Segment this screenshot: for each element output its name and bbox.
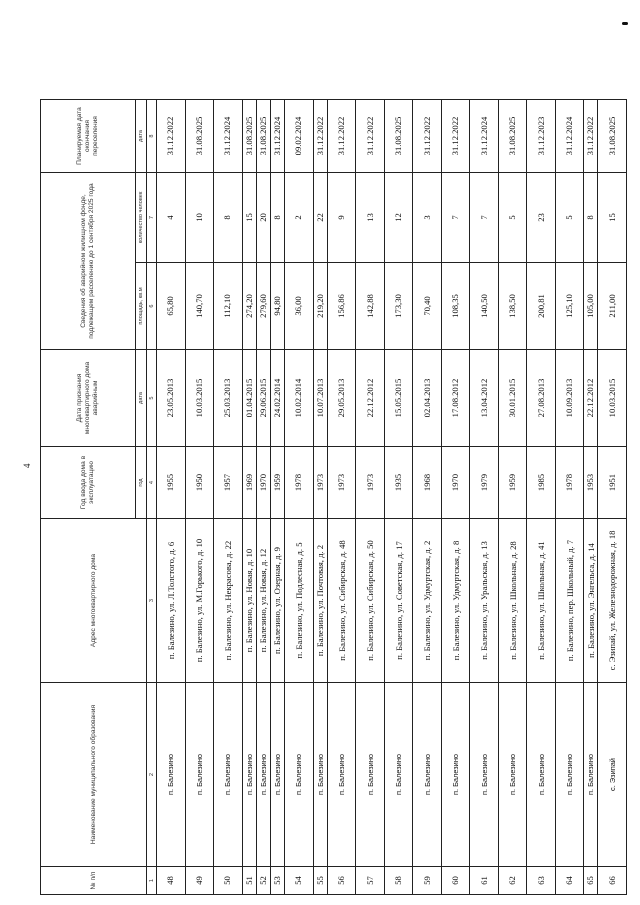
col-num-8: 8 xyxy=(147,100,157,173)
cell-emergency-date: 24.02.2014 xyxy=(270,350,284,447)
cell-year: 1973 xyxy=(327,447,356,519)
cell-area: 36,00 xyxy=(285,263,314,350)
cell-planned-date: 31.08.2025 xyxy=(242,100,256,173)
cell-emergency-date: 29.05.2013 xyxy=(327,350,356,447)
cell-address: п. Балезино, пер. Школьный, д. 7 xyxy=(555,519,584,683)
cell-area: 138,50 xyxy=(498,263,527,350)
table-row xyxy=(270,100,284,895)
cell-address: п. Балезино, ул. Удмуртская, д. 8 xyxy=(441,519,470,683)
cell-area: 108,35 xyxy=(441,263,470,350)
cell-year: 1955 xyxy=(157,447,186,519)
cell-address: с. Эзипай, ул. Железнодорожная, д. 18 xyxy=(598,519,627,683)
cell-people: 8 xyxy=(584,173,598,263)
cell-municipality: с. Эзипай xyxy=(598,683,627,867)
cell-number: 48 xyxy=(157,867,186,895)
subheader-date: дата xyxy=(136,350,147,447)
cell-number: 49 xyxy=(185,867,214,895)
cell-emergency-date: 02.04.2013 xyxy=(413,350,442,447)
col-num-6: 6 xyxy=(147,263,157,350)
header-address: Адрес многоквартирного дома xyxy=(41,519,147,683)
table-row xyxy=(555,100,584,895)
header-municipality: Наименование муниципального образования xyxy=(41,683,147,867)
cell-planned-date: 31.12.2022 xyxy=(356,100,385,173)
cell-number: 52 xyxy=(256,867,270,895)
cell-people: 10 xyxy=(185,173,214,263)
cell-year: 1950 xyxy=(185,447,214,519)
cell-number: 58 xyxy=(384,867,413,895)
cell-planned-date: 31.12.2023 xyxy=(527,100,556,173)
cell-area: 200,81 xyxy=(527,263,556,350)
cell-emergency-date: 10.03.2015 xyxy=(185,350,214,447)
cell-emergency-date: 10.02.2014 xyxy=(285,350,314,447)
table-row xyxy=(584,100,598,895)
cell-planned-date: 31.08.2025 xyxy=(598,100,627,173)
header-planned-date: Планируемая дата окончания переселения xyxy=(41,100,136,173)
col-num-2: 2 xyxy=(147,683,157,867)
cell-number: 59 xyxy=(413,867,442,895)
table-row xyxy=(185,100,214,895)
cell-year: 1968 xyxy=(413,447,442,519)
cell-municipality: п. Балезино xyxy=(327,683,356,867)
cell-year: 1985 xyxy=(527,447,556,519)
cell-planned-date: 31.12.2024 xyxy=(214,100,243,173)
cell-planned-date: 31.08.2025 xyxy=(185,100,214,173)
cell-address: п. Балезино, ул. Озерная, д. 9 xyxy=(270,519,284,683)
cell-people: 5 xyxy=(498,173,527,263)
cell-address: п. Балезино, ул. Советская, д. 17 xyxy=(384,519,413,683)
cell-planned-date: 31.12.2022 xyxy=(441,100,470,173)
cell-people: 8 xyxy=(270,173,284,263)
cell-area: 125,10 xyxy=(555,263,584,350)
cell-year: 1970 xyxy=(256,447,270,519)
cell-number: 56 xyxy=(327,867,356,895)
cell-emergency-date: 22.12.2012 xyxy=(584,350,598,447)
cell-people: 13 xyxy=(356,173,385,263)
cell-planned-date: 31.12.2022 xyxy=(313,100,327,173)
cell-number: 50 xyxy=(214,867,243,895)
cell-municipality: п. Балезино xyxy=(470,683,499,867)
cell-planned-date: 31.08.2025 xyxy=(384,100,413,173)
cell-planned-date: 31.12.2024 xyxy=(555,100,584,173)
cell-people: 12 xyxy=(384,173,413,263)
cell-address: п. Балезино, ул. Уральская, д. 13 xyxy=(470,519,499,683)
cell-emergency-date: 29.06.2015 xyxy=(256,350,270,447)
cell-people: 7 xyxy=(470,173,499,263)
cell-planned-date: 31.12.2022 xyxy=(584,100,598,173)
cell-year: 1973 xyxy=(356,447,385,519)
cell-address: п. Балезино, ул. Новая, д. 10 xyxy=(242,519,256,683)
cell-address: п. Балезино, ул. М.Горького, д. 10 xyxy=(185,519,214,683)
cell-municipality: п. Балезино xyxy=(157,683,186,867)
cell-area: 142,88 xyxy=(356,263,385,350)
table-row xyxy=(313,100,327,895)
page-number: 4 xyxy=(22,463,32,468)
cell-year: 1957 xyxy=(214,447,243,519)
cell-emergency-date: 10.07.2013 xyxy=(313,350,327,447)
cell-municipality: п. Балезино xyxy=(413,683,442,867)
cell-number: 65 xyxy=(584,867,598,895)
cell-municipality: п. Балезино xyxy=(441,683,470,867)
col-num-7: 7 xyxy=(147,173,157,263)
cell-year: 1970 xyxy=(441,447,470,519)
cell-address: п. Балезино, ул. Некрасова, д. 22 xyxy=(214,519,243,683)
subheader-plan-date: дата xyxy=(136,100,147,173)
cell-number: 66 xyxy=(598,867,627,895)
cell-area: 140,70 xyxy=(185,263,214,350)
cell-address: п. Балезино, ул. Сибирская, д. 48 xyxy=(327,519,356,683)
cell-emergency-date: 23.05.2013 xyxy=(157,350,186,447)
cell-planned-date: 31.08.2025 xyxy=(256,100,270,173)
cell-municipality: п. Балезино xyxy=(498,683,527,867)
header-number: № п/п xyxy=(41,867,147,895)
cell-address: п. Балезино, ул. Почтовая, д. 2 xyxy=(313,519,327,683)
cell-year: 1973 xyxy=(313,447,327,519)
cell-municipality: п. Балезино xyxy=(270,683,284,867)
cell-number: 54 xyxy=(285,867,314,895)
cell-area: 219,20 xyxy=(313,263,327,350)
cell-municipality: п. Балезино xyxy=(285,683,314,867)
cell-year: 1978 xyxy=(285,447,314,519)
cell-year: 1953 xyxy=(584,447,598,519)
cell-people: 2 xyxy=(285,173,314,263)
cell-municipality: п. Балезино xyxy=(584,683,598,867)
cell-year: 1979 xyxy=(470,447,499,519)
cell-municipality: п. Балезино xyxy=(256,683,270,867)
cell-address: п. Балезино, ул. Школьная, д. 28 xyxy=(498,519,527,683)
cell-emergency-date: 10.09.2013 xyxy=(555,350,584,447)
table-row xyxy=(285,100,314,895)
cell-area: 156,86 xyxy=(327,263,356,350)
cell-area: 274,20 xyxy=(242,263,256,350)
cell-municipality: п. Балезино xyxy=(356,683,385,867)
cell-people: 20 xyxy=(256,173,270,263)
subheader-people: количество человек xyxy=(136,173,147,263)
cell-emergency-date: 25.03.2013 xyxy=(214,350,243,447)
cell-people: 4 xyxy=(157,173,186,263)
cell-area: 105,00 xyxy=(584,263,598,350)
cell-area: 140,50 xyxy=(470,263,499,350)
cell-emergency-date: 30.01.2015 xyxy=(498,350,527,447)
cell-municipality: п. Балезино xyxy=(313,683,327,867)
cell-emergency-date: 22.12.2012 xyxy=(356,350,385,447)
cell-municipality: п. Балезино xyxy=(185,683,214,867)
cell-year: 1951 xyxy=(598,447,627,519)
cell-address: п. Балезино, ул. Л.Толстого, д. 6 xyxy=(157,519,186,683)
table-row xyxy=(327,100,356,895)
cell-year: 1959 xyxy=(498,447,527,519)
cell-municipality: п. Балезино xyxy=(242,683,256,867)
col-num-5: 5 xyxy=(147,350,157,447)
cell-number: 53 xyxy=(270,867,284,895)
cell-emergency-date: 27.08.2013 xyxy=(527,350,556,447)
cell-emergency-date: 17.08.2012 xyxy=(441,350,470,447)
cell-planned-date: 31.12.2024 xyxy=(470,100,499,173)
table-row xyxy=(527,100,556,895)
table-row xyxy=(256,100,270,895)
header-fund-info: Сведения об аварийном жилищном фонде, подлежащем расселению до 1 сентября 2025 года xyxy=(41,173,136,350)
cell-number: 55 xyxy=(313,867,327,895)
cell-year: 1959 xyxy=(270,447,284,519)
cell-planned-date: 31.12.2024 xyxy=(270,100,284,173)
table-row xyxy=(470,100,499,895)
col-num-4: 4 xyxy=(147,447,157,519)
cell-address: п. Балезино, ул. Энгельса, д. 14 xyxy=(584,519,598,683)
col-num-3: 3 xyxy=(147,519,157,683)
cell-people: 8 xyxy=(214,173,243,263)
table-row xyxy=(242,100,256,895)
header-emergency-date: Дата признания многоквартирного дома аварийным xyxy=(41,350,136,447)
cell-people: 23 xyxy=(527,173,556,263)
table-row xyxy=(598,100,627,895)
cell-number: 64 xyxy=(555,867,584,895)
emergency-housing-table xyxy=(40,99,627,895)
col-num-1: 1 xyxy=(147,867,157,895)
cell-year: 1969 xyxy=(242,447,256,519)
cell-area: 211,00 xyxy=(598,263,627,350)
cell-planned-date: 31.12.2022 xyxy=(413,100,442,173)
table-row xyxy=(157,100,186,895)
cell-municipality: п. Балезино xyxy=(384,683,413,867)
cell-planned-date: 31.12.2022 xyxy=(157,100,186,173)
table-row xyxy=(441,100,470,895)
cell-planned-date: 31.12.2022 xyxy=(327,100,356,173)
cell-address: п. Балезино, ул. Сибирская, д. 50 xyxy=(356,519,385,683)
cell-address: п. Балезино, ул. Подлесная, д. 5 xyxy=(285,519,314,683)
cell-people: 3 xyxy=(413,173,442,263)
cell-year: 1978 xyxy=(555,447,584,519)
cell-number: 63 xyxy=(527,867,556,895)
subheader-year: год xyxy=(136,447,147,519)
cell-number: 57 xyxy=(356,867,385,895)
table-row xyxy=(413,100,442,895)
cell-area: 70,40 xyxy=(413,263,442,350)
cell-address: п. Балезино, ул. Новая, д. 12 xyxy=(256,519,270,683)
table-row xyxy=(498,100,527,895)
cell-people: 7 xyxy=(441,173,470,263)
table-row xyxy=(356,100,385,895)
cell-people: 9 xyxy=(327,173,356,263)
cell-municipality: п. Балезино xyxy=(527,683,556,867)
cell-people: 15 xyxy=(598,173,627,263)
cell-people: 5 xyxy=(555,173,584,263)
cell-area: 173,30 xyxy=(384,263,413,350)
table-row xyxy=(214,100,243,895)
cell-municipality: п. Балезино xyxy=(214,683,243,867)
cell-address: п. Балезино, ул. Школьная, д. 41 xyxy=(527,519,556,683)
cell-emergency-date: 01.04.2015 xyxy=(242,350,256,447)
table-row xyxy=(384,100,413,895)
cell-people: 15 xyxy=(242,173,256,263)
cell-number: 62 xyxy=(498,867,527,895)
cell-municipality: п. Балезино xyxy=(555,683,584,867)
cell-area: 279,60 xyxy=(256,263,270,350)
cell-number: 61 xyxy=(470,867,499,895)
subheader-area: площадь, кв.м xyxy=(136,263,147,350)
cell-area: 65,80 xyxy=(157,263,186,350)
cell-emergency-date: 15.05.2015 xyxy=(384,350,413,447)
cell-emergency-date: 10.03.2015 xyxy=(598,350,627,447)
cell-number: 60 xyxy=(441,867,470,895)
cell-number: 51 xyxy=(242,867,256,895)
cell-address: п. Балезино, ул. Удмуртская, д. 2 xyxy=(413,519,442,683)
cell-people: 22 xyxy=(313,173,327,263)
cell-planned-date: 31.08.2025 xyxy=(498,100,527,173)
scan-mark xyxy=(622,22,628,25)
cell-year: 1935 xyxy=(384,447,413,519)
header-year-built: Год ввода дома в эксплуатацию xyxy=(41,447,136,519)
cell-area: 112,10 xyxy=(214,263,243,350)
cell-area: 94,80 xyxy=(270,263,284,350)
cell-emergency-date: 13.04.2012 xyxy=(470,350,499,447)
cell-planned-date: 09.02.2024 xyxy=(285,100,314,173)
